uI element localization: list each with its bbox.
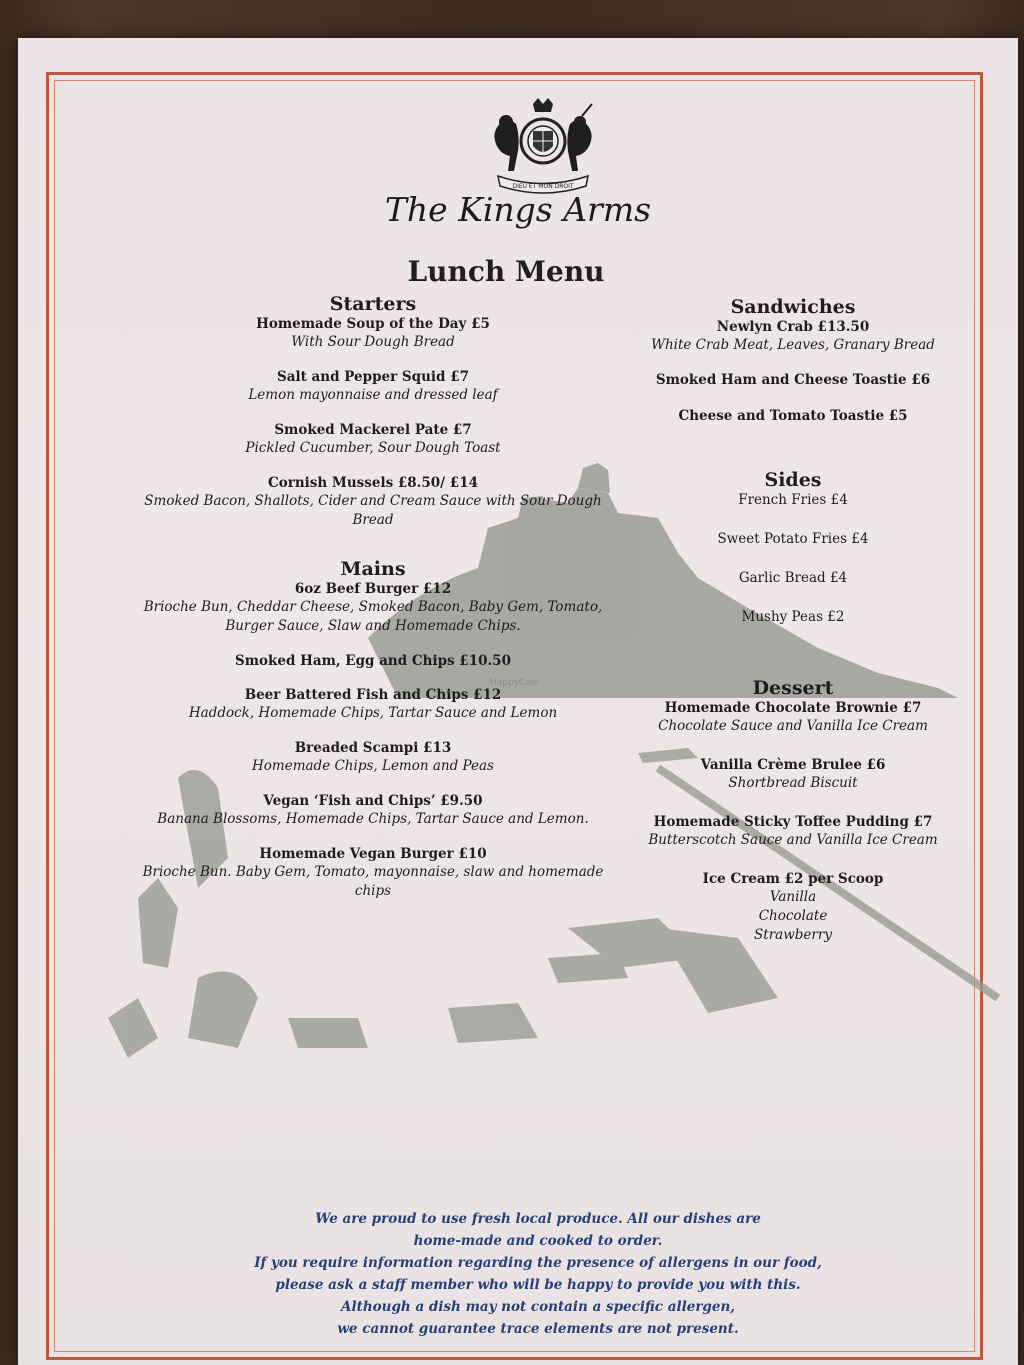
menu-item [593, 371, 993, 389]
item-name: Newlyn Crab £13.50 [716, 319, 870, 335]
item-desc: Homemade Chips, Lemon and Peas [252, 758, 494, 774]
right-column [593, 296, 993, 961]
menu-item [108, 580, 638, 636]
section-title-dessert: Dessert [752, 677, 834, 699]
footer-line: home-made and cooked to order. [413, 1233, 663, 1249]
menu-item [593, 491, 993, 510]
watermark-text: HappyCow [490, 678, 539, 688]
item-desc: With Sour Dough Bread [291, 334, 455, 350]
footer-line: We are proud to use fresh local produce. All our dishes are [315, 1211, 761, 1227]
item-desc: Lemon mayonnaise and dressed leaf [248, 387, 498, 403]
menu-item [593, 608, 993, 627]
menu-item [108, 474, 638, 530]
item-name: Homemade Chocolate Brownie £7 [664, 700, 922, 716]
item-desc: Shortbread Biscuit [728, 775, 858, 791]
footer-line: we cannot guarantee trace elements are not present. [337, 1321, 739, 1337]
section-title-sandwiches: Sandwiches [730, 296, 856, 318]
item-name: Homemade Vegan Burger £10 [259, 846, 487, 862]
menu-sheet [18, 38, 1018, 1365]
page-title: Lunch Menu [407, 255, 605, 288]
item-desc: Pickled Cucumber, Sour Dough Toast [245, 440, 501, 456]
footer-line: Although a dish may not contain a specific allergen, [341, 1299, 735, 1315]
item-desc: Brioche Bun, Cheddar Cheese, Smoked Bacon, Baby Gem, Tomato, Burger Sauce, Slaw and Homemade Chips. [143, 599, 603, 634]
item-name: Smoked Ham and Cheese Toastie £6 [655, 372, 931, 388]
item-name: Beer Battered Fish and Chips £12 [244, 687, 502, 703]
menu-item [593, 756, 993, 793]
menu-item [593, 407, 993, 425]
menu-item [593, 318, 993, 355]
menu-item [108, 686, 638, 723]
item-desc: Smoked Bacon, Shallots, Cider and Cream Sauce with Sour Dough Bread [144, 493, 602, 528]
menu-item [108, 845, 638, 901]
item-desc: Strawberry [754, 927, 832, 943]
item-desc: Mushy Peas £2 [741, 609, 845, 625]
item-desc: Vanilla [769, 889, 817, 905]
item-desc: Brioche Bun. Baby Gem, Tomato, mayonnaise, slaw and homemade chips [142, 864, 604, 899]
item-name: Ice Cream £2 per Scoop [702, 871, 884, 887]
menu-item [593, 813, 993, 850]
item-desc: Butterscotch Sauce and Vanilla Ice Cream [648, 832, 938, 848]
item-name: Vanilla Crème Brulee £6 [700, 757, 886, 773]
item-name: Cheese and Tomato Toastie £5 [678, 408, 908, 424]
item-name: Homemade Soup of the Day £5 [256, 316, 490, 332]
item-name: Homemade Sticky Toffee Pudding £7 [653, 814, 933, 830]
item-name: Smoked Ham, Egg and Chips £10.50 [235, 653, 511, 669]
left-column [108, 293, 638, 917]
section-title-starters: Starters [329, 293, 417, 315]
item-desc: Haddock, Homemade Chips, Tartar Sauce and Lemon [188, 705, 558, 721]
footer-line: If you require information regarding the presence of allergens in our food, [254, 1255, 822, 1271]
allergen-notice [168, 1208, 908, 1340]
crest-motto: DIEU ET MON DROIT [512, 183, 574, 190]
item-name: 6oz Beef Burger £12 [294, 581, 452, 597]
item-name: Cornish Mussels £8.50/ £14 [268, 475, 478, 491]
menu-item [108, 421, 638, 458]
item-desc: Chocolate [758, 908, 828, 924]
menu-item [593, 870, 993, 945]
menu-item [108, 739, 638, 776]
section-title-mains: Mains [340, 558, 406, 580]
menu-item [108, 368, 638, 405]
menu-item [108, 652, 638, 670]
item-name: Salt and Pepper Squid £7 [277, 369, 469, 385]
menu-item [593, 530, 993, 549]
menu-item [593, 569, 993, 588]
section-title-sides: Sides [764, 469, 822, 491]
item-desc: White Crab Meat, Leaves, Granary Bread [651, 337, 935, 353]
item-name: Vegan ‘Fish and Chips’ £9.50 [263, 793, 483, 809]
item-desc: Sweet Potato Fries £4 [717, 531, 869, 547]
menu-item [108, 792, 638, 829]
menu-item [108, 315, 638, 352]
restaurant-name: The Kings Arms [384, 190, 652, 229]
item-desc: Chocolate Sauce and Vanilla Ice Cream [658, 718, 928, 734]
menu-item [593, 699, 993, 736]
item-desc: Garlic Bread £4 [738, 570, 848, 586]
item-desc: French Fries £4 [738, 492, 848, 508]
item-desc: Banana Blossoms, Homemade Chips, Tartar Sauce and Lemon. [157, 811, 589, 827]
item-name: Breaded Scampi £13 [294, 740, 452, 756]
footer-line: please ask a staff member who will be happy to provide you with this. [275, 1277, 801, 1293]
item-name: Smoked Mackerel Pate £7 [274, 422, 472, 438]
